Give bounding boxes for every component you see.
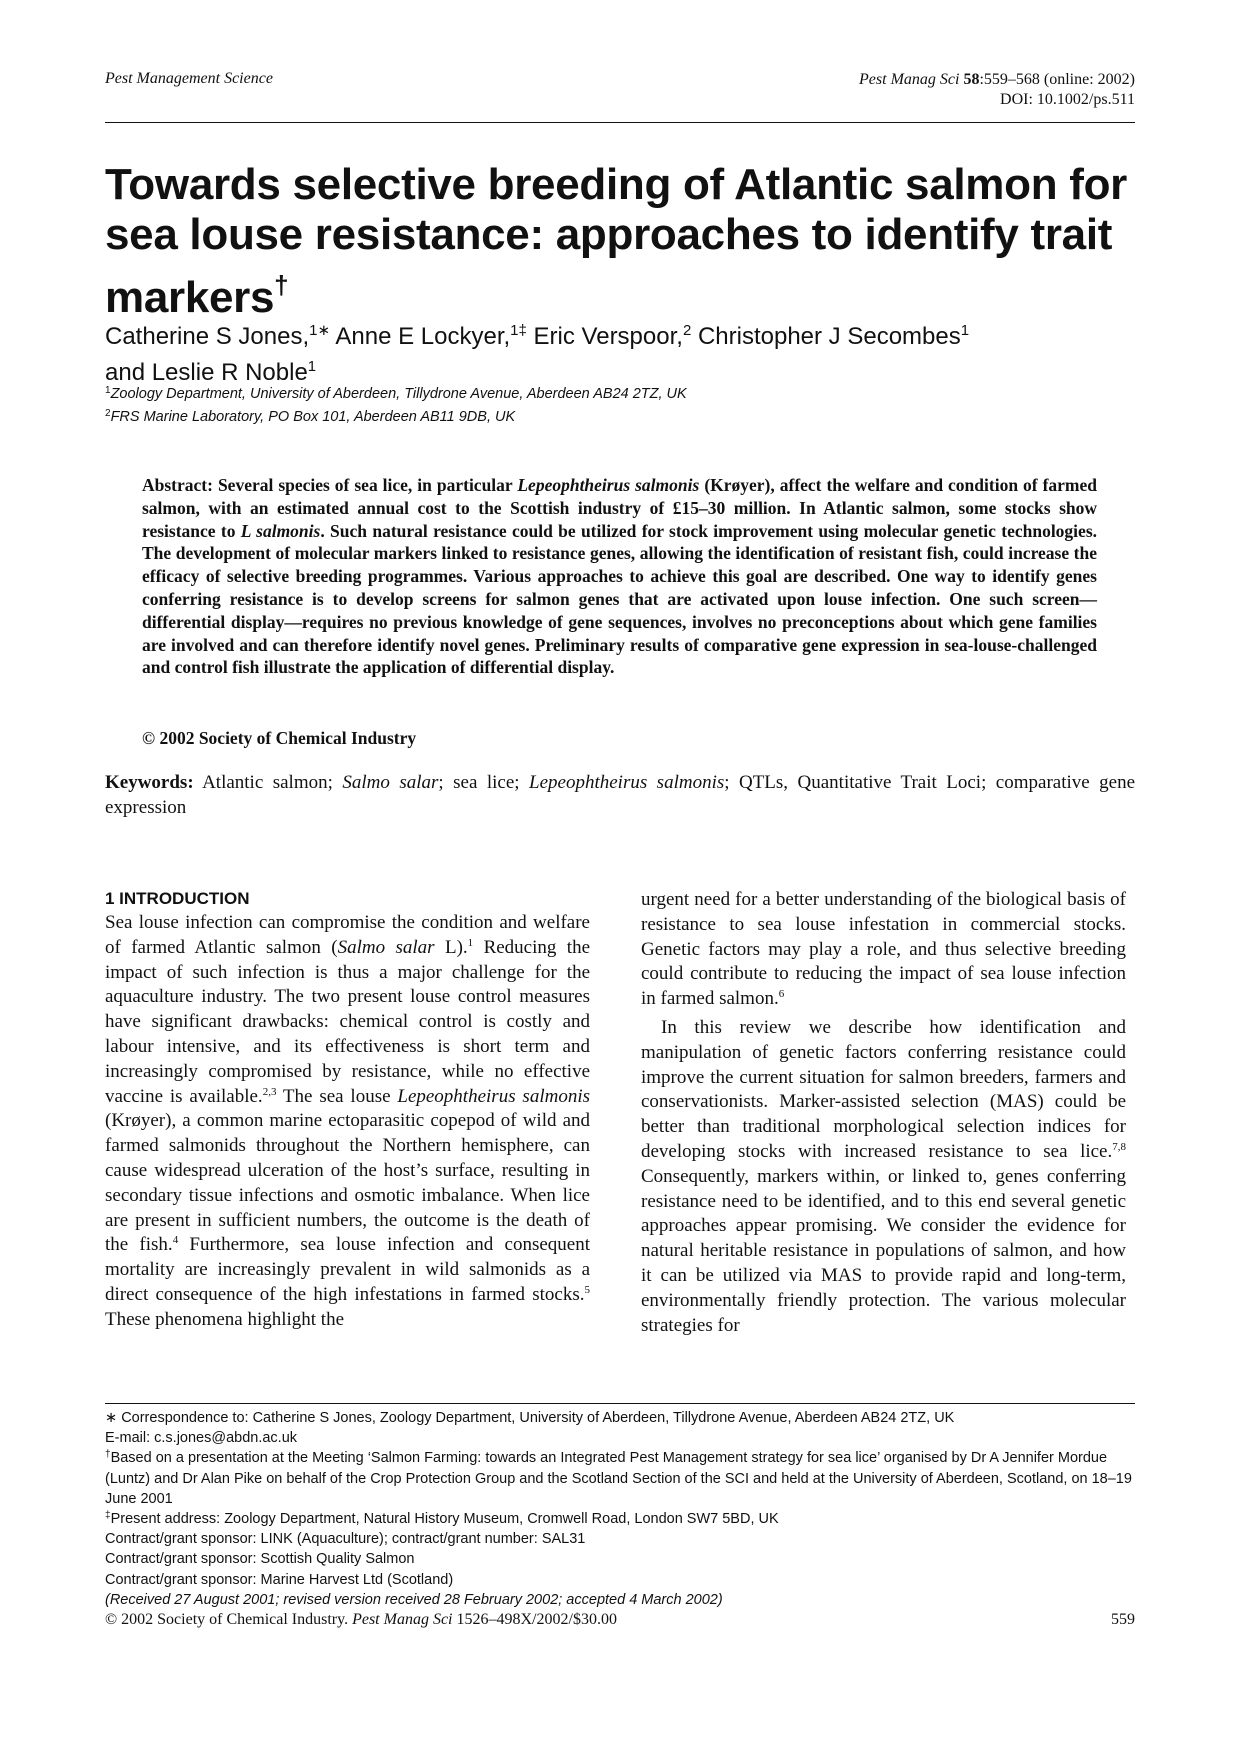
- abstract: [142, 474, 1097, 679]
- body-paragraph: [105, 911, 590, 1333]
- footer-journal: Pest Manag Sci: [352, 1611, 453, 1628]
- footer-issn: 1526–498X/2002/$30.00: [456, 1611, 617, 1628]
- body-paragraph: [641, 1016, 1126, 1338]
- journal-name: Pest Management Science: [105, 70, 273, 87]
- body-text: Sea louse infection can compromise the condition and welfare of farmed Atlantic salmon (: [105, 912, 590, 958]
- abstract-text: . Such natural resistance could be utilized for stock improvement using molecular genetic technologies. The development of molecular markers linked to resistance genes, allowing the identification of resistant fish, could increase the efficacy of selective breeding programmes. Various approaches to achieve this goal are described. One way to identify genes conferring resistance is to develop screens for salmon genes that are activated upon louse infection. One such screen—differential display—requires no previous knowledge of gene sequences, involves no preconceptions about which gene families are involved and can therefore identify novel genes. Preliminary results of comparative gene expression in sea-louse-challenged and control fish illustrate the application of differential display.: [142, 520, 1098, 678]
- citation-ref[interactable]: 4: [172, 1234, 179, 1247]
- doi[interactable]: DOI: 10.1002/ps.511: [1000, 91, 1135, 108]
- body-text: (Krøyer), a common marine ectoparasitic copepod of wild and farmed salmonids throughout the Northern hemisphere, can cause widespread ulceration of the host’s surface, resulting in secondary tissue infections and osmotic imbalance. When lice are present in sufficient numbers, the outcome is the death of the fish.: [105, 1110, 590, 1256]
- header-divider: [105, 122, 1135, 123]
- citation-pages: :559–568 (online: 2002): [979, 71, 1135, 88]
- abstract-label: Abstract:: [142, 475, 213, 495]
- article-title-text: Towards selective breeding of Atlantic salmon for sea louse resistance: approaches to identify trait markers: [105, 160, 1127, 322]
- keyword: ; QTLs, Quantitative Trait Loci; comparative gene expression: [105, 772, 1136, 818]
- author-affil-mark: 1: [307, 358, 317, 375]
- footnote-received: (Received 27 August 2001; revised version received 28 February 2002; accepted 4 March 2002): [105, 1591, 723, 1608]
- affiliation: [105, 385, 1145, 402]
- abstract-species: Lepeophtheirus salmonis: [517, 475, 700, 495]
- keyword: Lepeophtheirus salmonis: [529, 772, 725, 793]
- footnote-email[interactable]: E-mail: c.s.jones@abdn.ac.uk: [105, 1430, 298, 1447]
- body-text: In this review we describe how identification and manipulation of genetic factors conferring resistance could improve the current situation for salmon breeders, farmers and conservationists. Marker-assisted selection (MAS) could be better than traditional morphological selection indices for developing stocks with increased resistance to sea lice.: [641, 1016, 1126, 1162]
- citation-ref[interactable]: 5: [584, 1283, 590, 1296]
- body-text: Consequently, markers within, or linked to, genes conferring resistance need to be identified, and to this end several genetic approaches appear promising. We consider the evidence for natural heritable resistance in populations of salmon, and how it can be utilized via MAS to provide rapid and long-term, environmentally friendly protection. The various molecular strategies for: [641, 1165, 1126, 1336]
- footer-citation: [105, 1611, 617, 1629]
- body-italic: Salmo salar: [337, 936, 435, 958]
- abstract-text: Several species of sea lice, in particular: [217, 475, 513, 495]
- footnote-correspondence: [105, 1408, 1135, 1428]
- footnote-grant: Contract/grant sponsor: Scottish Quality Salmon: [105, 1551, 415, 1568]
- citation-volume: 58: [963, 71, 980, 88]
- keyword: Atlantic salmon;: [202, 772, 333, 793]
- author-name: and Leslie R Noble: [105, 359, 308, 386]
- footnote-grant: Contract/grant sponsor: LINK (Aquaculture); contract/grant number: SAL31: [105, 1531, 586, 1548]
- footnote-mark: ‡: [105, 1510, 111, 1522]
- keywords: [105, 770, 1135, 820]
- author-affil-mark: 1∗: [309, 322, 331, 339]
- footnote-ddagger: [105, 1509, 1135, 1529]
- citation-journal: Pest Manag Sci: [859, 71, 960, 88]
- affiliation-text: FRS Marine Laboratory, PO Box 101, Aberdeen AB11 9DB, UK: [110, 409, 516, 425]
- footnote-text: Based on a presentation at the Meeting ‘Salmon Farming: towards an Integrated Pest Management strategy for sea lice’ organised by Dr A Jennifer Mordue (Luntz) and Dr Alan Pike on behalf of the Crop Protection Group and the Scotland Section of the SCI and held at the University of Aberdeen, Scotland, on 18–19 June 2001: [105, 1450, 1132, 1507]
- body-text: The sea louse: [276, 1085, 398, 1107]
- author-list: [105, 316, 1145, 388]
- section-heading: 1 INTRODUCTION: [105, 889, 250, 908]
- keyword: Salmo salar: [342, 772, 439, 793]
- footnote-divider: [105, 1403, 1135, 1404]
- article-title: [105, 160, 1145, 323]
- footnotes: [105, 1408, 1135, 1610]
- citation-ref[interactable]: 6: [778, 988, 785, 1001]
- author-affil-mark: 1: [960, 322, 970, 339]
- abstract-text: (Krøyer), affect the welfare and condition of farmed salmon, with an estimated annual cost to the Scottish industry of £15–30 million. In Atlantic salmon, some stocks show resistance to: [142, 475, 1098, 541]
- body-text: Furthermore, sea louse infection and consequent mortality are increasingly prevalent in wild salmonids as a direct consequence of the high infestations in farmed stocks.: [105, 1234, 590, 1305]
- author-affil-mark: 1‡: [510, 322, 527, 339]
- citation-ref[interactable]: 2,3: [262, 1085, 277, 1098]
- body-paragraph: [641, 888, 1126, 1012]
- keyword: ; sea lice;: [438, 772, 520, 793]
- body-text: L).: [434, 936, 468, 958]
- affiliation-number: 2: [105, 408, 111, 419]
- title-dagger: †: [274, 270, 289, 300]
- author-name: Catherine S Jones,: [105, 323, 310, 350]
- page-number: 559: [1111, 1611, 1135, 1628]
- footnote-grant: Contract/grant sponsor: Marine Harvest Ltd (Scotland): [105, 1571, 454, 1588]
- citation-block: [859, 70, 1135, 110]
- affiliation-text: Zoology Department, University of Aberdeen, Tillydrone Avenue, Aberdeen AB24 2TZ, UK: [110, 386, 687, 402]
- footnote-dagger: [105, 1448, 1135, 1509]
- affiliation-number: 1: [105, 385, 111, 396]
- citation-ref[interactable]: 7,8: [1112, 1140, 1126, 1153]
- citation-line: [859, 70, 1135, 90]
- body-text: urgent need for a better understanding of the biological basis of resistance to sea louse infestation in commercial stocks. Genetic factors may play a role, and thus selective breeding could contribute to reducing the impact of sea louse infection in farmed salmon.: [641, 889, 1126, 1010]
- keywords-label: Keywords:: [105, 772, 194, 793]
- body-italic: Lepeophtheirus salmonis: [397, 1085, 590, 1107]
- footnote-mark: †: [105, 1449, 111, 1461]
- author-affil-mark: 2: [682, 322, 692, 339]
- footer-copyright: © 2002 Society of Chemical Industry.: [105, 1611, 349, 1628]
- abstract-copyright: © 2002 Society of Chemical Industry: [142, 728, 417, 748]
- author-name: Anne E Lockyer,: [335, 323, 511, 350]
- citation-ref[interactable]: 1: [467, 936, 474, 949]
- affiliation: [105, 408, 1145, 425]
- author-name: Christopher J Secombes: [697, 323, 961, 350]
- abstract-species-short: L salmonis: [240, 520, 321, 541]
- body-text: Reducing the impact of such infection is thus a major challenge for the aquaculture industry. The two present louse control measures have significant drawbacks: chemical control is costly and labour intensive, and its effectiveness is short term and increasingly compromised by resistance, while no effective vaccine is available.: [105, 936, 591, 1107]
- body-column-left: [105, 888, 590, 1333]
- body-text: These phenomena highlight the: [105, 1308, 345, 1330]
- footnote-mark: ∗: [105, 1410, 118, 1426]
- footnote-text: Correspondence to: Catherine S Jones, Zoology Department, University of Aberdeen, Tillydrone Avenue, Aberdeen AB24 2TZ, UK: [121, 1410, 955, 1426]
- author-name: Eric Verspoor,: [533, 323, 683, 350]
- footnote-text: Present address: Zoology Department, Natural History Museum, Cromwell Road, London SW7 5BD, UK: [110, 1511, 779, 1528]
- body-column-right: [641, 888, 1126, 1338]
